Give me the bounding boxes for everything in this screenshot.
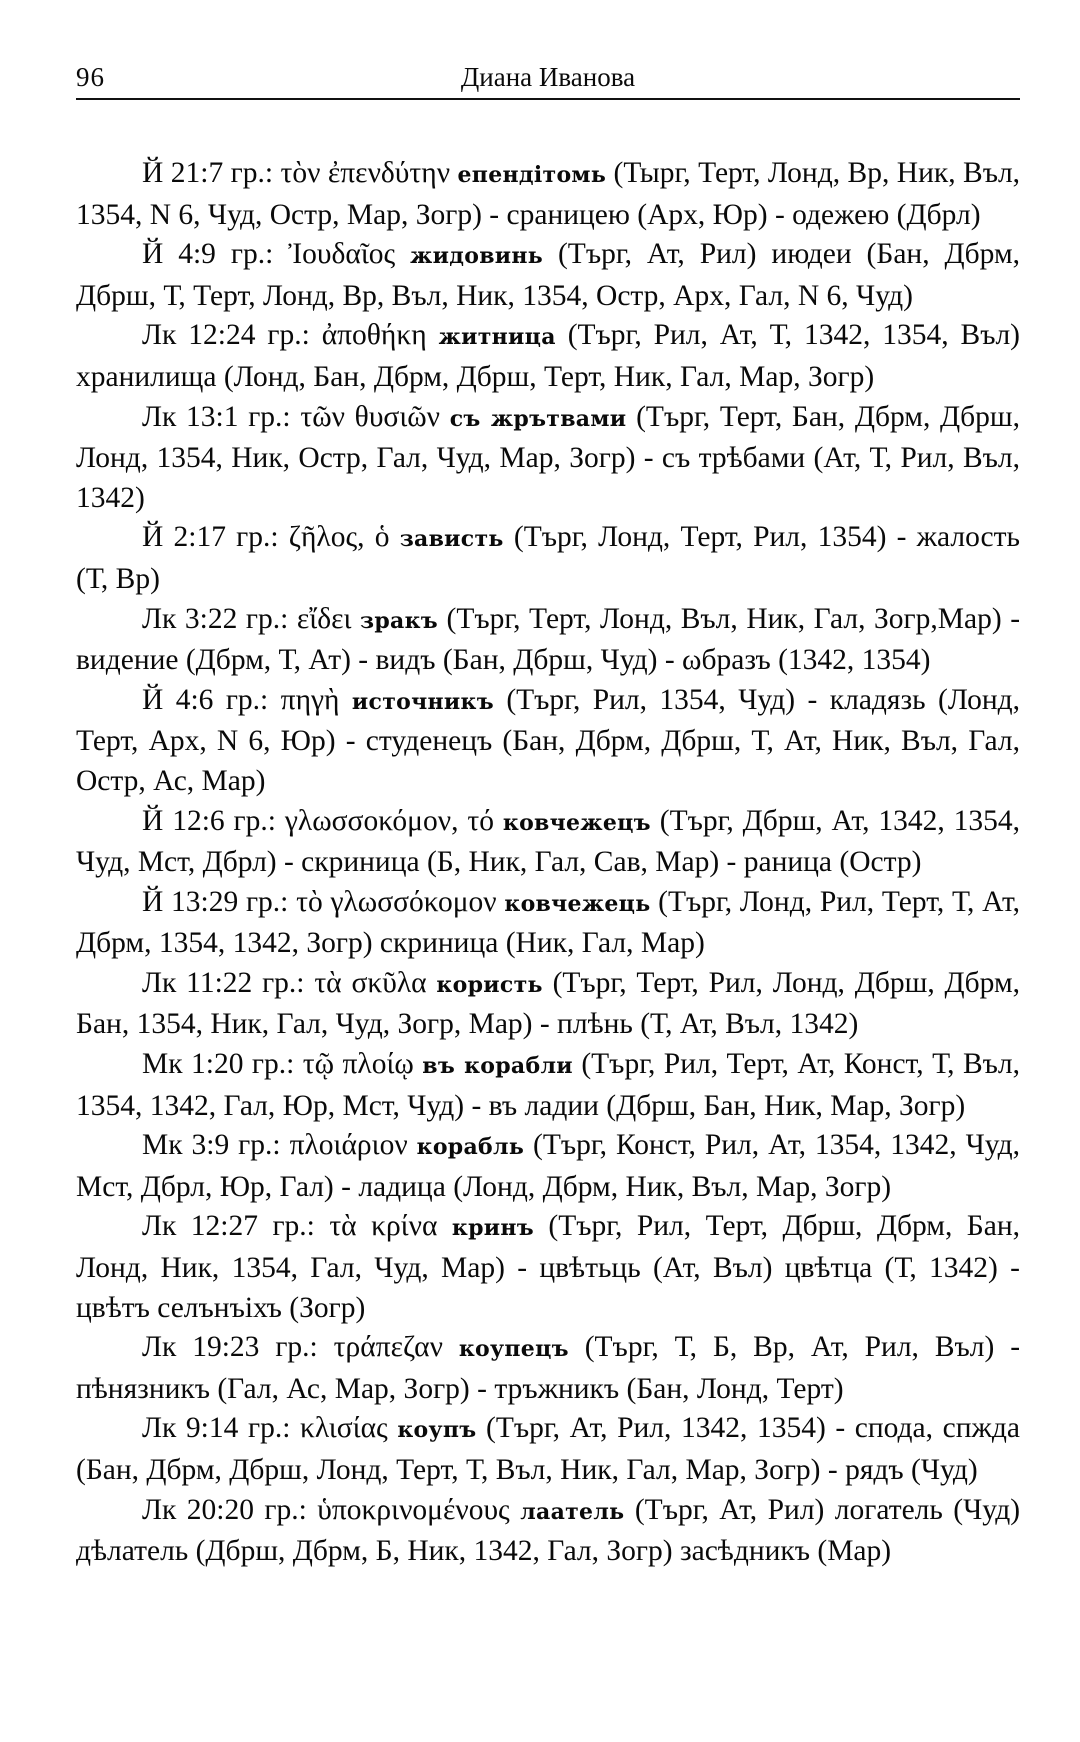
manuscript-variants: (Търг, Рил, Терт, Ат, Конст, Т, Въл, 1354, 1342, Гал, Юр, Мст, Чуд) - въ ладии (Дбрш, Бан, Ник, Мар, Зогр) <box>76 1048 1020 1122</box>
verse-reference: Лк 11:22 гр.: <box>142 966 305 999</box>
manuscript-variants: (Търг, Терт, Рил, Лонд, Дбрш, Дбрм, Бан, 1354, Ник, Гал, Чуд, Зогр, Мар) - плѣнь (Т, Ат, Въл, 1342) <box>76 966 1020 1041</box>
glossary-entry <box>76 883 1020 964</box>
greek-term: τὸν ἐπενδύτην <box>280 157 451 189</box>
slavonic-term: жидовинь <box>410 243 544 270</box>
verse-reference: Й 2:17 гр.: <box>142 521 279 554</box>
verse-reference: Мк 1:20 гр.: <box>142 1048 295 1081</box>
greek-term: ἀποθήκη <box>321 319 427 352</box>
greek-term: κλισίας <box>299 1412 388 1445</box>
verse-reference: Лк 13:1 гр.: <box>142 400 291 433</box>
glossary-entry <box>76 1491 1020 1572</box>
manuscript-variants: (Търг, Терт, Лонд, Въл, Ник, Гал, Зогр,Мар) - видение (Дбрм, Т, Ат) - видъ (Бан, Дбрш, Чуд) - ωбразъ (1342, 1354) <box>76 602 1021 677</box>
manuscript-variants: (Търг, Т, Б, Вр, Ат, Рил, Въл) - пѣнязникъ (Гал, Ас, Мар, Зогр) - тръжникъ (Бан, Лонд, Терт) <box>76 1331 1021 1405</box>
verse-reference: Лк 20:20 гр.: <box>142 1493 307 1526</box>
manuscript-variants: (Търг, Конст, Рил, Ат, 1354, 1342, Чуд, Мст, Дбрл, Юр, Гал) - ладица (Лонд, Дбрм, Ник, Въл, Мар, Зогр) <box>76 1129 1021 1203</box>
glossary-entry <box>76 600 1020 681</box>
glossary-entry <box>76 964 1020 1045</box>
slavonic-term: лаатель <box>520 1498 625 1525</box>
glossary-entry <box>76 1328 1020 1409</box>
manuscript-variants: (Търг, Ат, Рил, 1342, 1354) - спода, спжда (Бан, Дбрм, Дбрш, Лонд, Терт, Т, Въл, Ник, Гал, Мар, Зогр) - рядъ (Чуд) <box>76 1412 1020 1486</box>
glossary-entry <box>76 1207 1020 1328</box>
manuscript-variants: (Търг, Рил, 1354, Чуд) - кладязь (Лонд, Терт, Арх, N 6, Юр) - студенецъ (Бан, Дбрм, Дбрш, Т, Ат, Ник, Въл, Гал, Остр, Ас, Мар) <box>76 683 1021 797</box>
slavonic-term: съ жрътвами <box>449 405 627 432</box>
slavonic-term: ковчежецъ <box>502 809 651 836</box>
glossary-entry <box>76 1409 1020 1490</box>
greek-term: ζῆλος, ὁ <box>288 521 390 554</box>
running-head-author: Диана Иванова <box>460 62 636 92</box>
slavonic-term: житница <box>438 324 556 351</box>
manuscript-variants: (Търг, Ат, Рил) логатель (Чуд) дѣлатель (Дбрш, Дбрм, Б, Ник, 1342, Гал, Зогр) засѣдникъ (Мар) <box>76 1493 1021 1568</box>
glossary-entry <box>76 518 1020 599</box>
greek-term: ὑποκρινομένους <box>317 1493 510 1526</box>
slavonic-term: коупъ <box>397 1417 477 1444</box>
page-header <box>76 58 1020 100</box>
greek-term: γλωσσοκόμον, τό <box>284 804 494 837</box>
verse-reference: Лк 9:14 гр.: <box>142 1412 291 1445</box>
greek-term: τῷ πλοίῳ <box>302 1048 414 1081</box>
glossary-entry <box>76 802 1020 883</box>
glossary-entry <box>76 316 1020 397</box>
manuscript-variants: (Тырг, Терт, Лонд, Вр, Ник, Въл, 1354, N 6, Чуд, Остр, Мар, Зогр) - сраницею (Арх, Юр) - одежею (Дбрл) <box>76 157 1021 231</box>
verse-reference: Лк 12:27 гр.: <box>142 1210 315 1243</box>
manuscript-variants: (Търг, Лонд, Рил, Терт, Т, Ат, Дбрм, 1354, 1342, Зогр) скриница (Ник, Гал, Мар) <box>76 885 1021 960</box>
manuscript-variants: (Търг, Ат, Рил) июдеи (Бан, Дбрм, Дбрш, Т, Терт, Лонд, Вр, Въл, Ник, 1354, Остр, Арх, Гал, N 6, Чуд) <box>76 238 1020 312</box>
manuscript-variants: (Търг, Лонд, Терт, Рил, 1354) - жалость (Т, Вр) <box>76 521 1020 595</box>
slavonic-term: источникъ <box>351 688 494 715</box>
greek-term: τῶν θυσιῶν <box>300 400 441 433</box>
slavonic-term: епендітомь <box>457 162 607 188</box>
glossary-entry <box>76 681 1020 802</box>
verse-reference: Лк 19:23 гр.: <box>142 1331 318 1364</box>
verse-reference: Лк 3:22 гр.: <box>142 602 289 635</box>
manuscript-variants: (Търг, Дбрш, Ат, 1342, 1354, Чуд, Мст, Дбрл) - скриница (Б, Ник, Гал, Сав, Мар) - раница (Остр) <box>76 804 1021 879</box>
slavonic-term: ковчежець <box>504 890 651 917</box>
greek-term: τὰ κρίνα <box>329 1210 438 1243</box>
greek-term: τράπεζαν <box>333 1331 443 1364</box>
glossary-entry <box>76 235 1020 316</box>
manuscript-variants: (Търг, Терт, Бан, Дбрм, Дбрш, Лонд, 1354, Ник, Остр, Гал, Чуд, Мар, Зогр) - съ трѣбами (Ат, Т, Рил, Въл, 1342) <box>76 400 1021 514</box>
slavonic-term: коупецъ <box>458 1336 569 1363</box>
greek-term: τὰ σκῦλα <box>314 966 427 999</box>
manuscript-variants: (Търг, Рил, Ат, Т, 1342, 1354, Въл) хранилища (Лонд, Бан, Дбрм, Дбрш, Терт, Ник, Гал, Мар, Зогр) <box>76 319 1021 393</box>
glossary-entry <box>76 398 1020 519</box>
verse-reference: Й 21:7 гр.: <box>142 157 274 189</box>
glossary-entry <box>76 1126 1020 1207</box>
slavonic-term: въ корабли <box>422 1053 573 1080</box>
greek-term: εἴδει <box>296 602 352 635</box>
greek-term: τὸ γλωσσόκομον <box>296 885 497 918</box>
glossary-entry <box>76 154 1020 235</box>
verse-reference: Й 12:6 гр.: <box>142 804 276 837</box>
verse-reference: Мк 3:9 гр.: <box>142 1129 281 1162</box>
manuscript-variants: (Търг, Рил, Терт, Дбрш, Дбрм, Бан, Лонд, Ник, 1354, Гал, Чуд, Мар) - цвѣтьць (Ат, Въл) цвѣтца (Т, 1342) - цвѣтъ селънъіхъ (Зогр) <box>76 1210 1020 1324</box>
verse-reference: Й 13:29 гр.: <box>142 885 289 918</box>
greek-term: πηγὴ <box>280 683 340 716</box>
verse-reference: Лк 12:24 гр.: <box>142 319 310 352</box>
page-number: 96 <box>76 62 105 92</box>
slavonic-term: зависть <box>399 526 504 553</box>
slavonic-term: корабль <box>416 1134 525 1161</box>
verse-reference: Й 4:9 гр.: <box>142 238 274 271</box>
verse-reference: Й 4:6 гр.: <box>142 683 269 716</box>
slavonic-term: кринъ <box>451 1215 534 1242</box>
greek-term: Ἰουδαῖος <box>288 238 396 271</box>
glossary-entry <box>76 1045 1020 1126</box>
slavonic-term: зракъ <box>360 607 438 634</box>
greek-term: πλοιάριον <box>289 1129 408 1162</box>
slavonic-term: користь <box>436 971 543 998</box>
body-text <box>76 154 1020 1572</box>
